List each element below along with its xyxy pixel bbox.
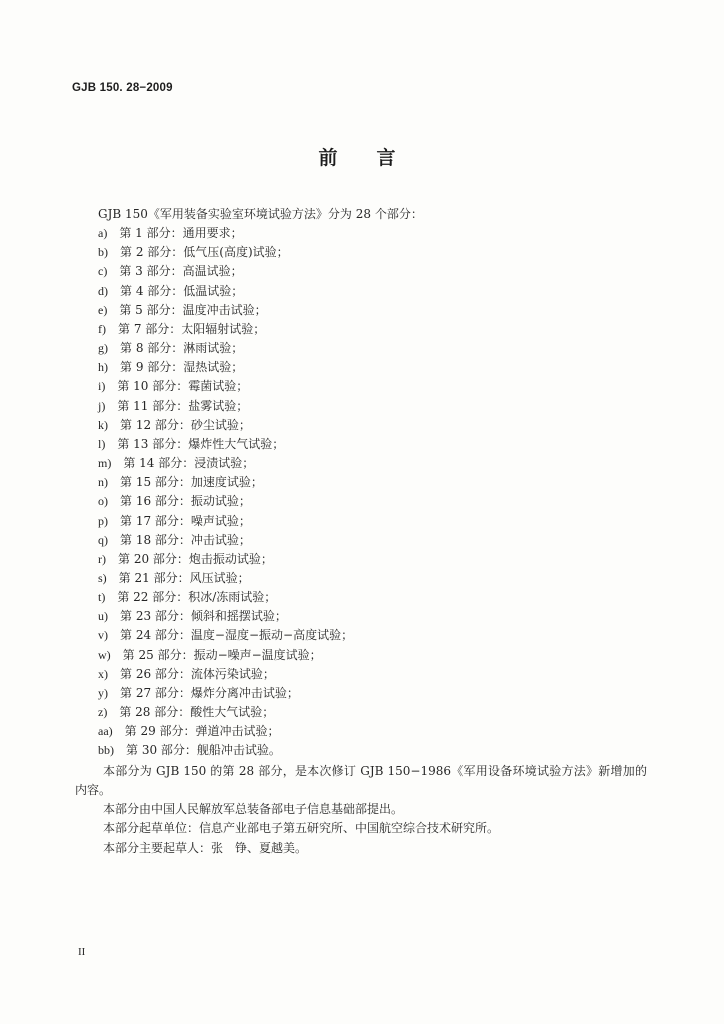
- list-item: [98, 377, 423, 396]
- part-label: e): [98, 302, 108, 317]
- part-label: g): [98, 341, 108, 356]
- part-text: 第 18 部分：冲击试验；: [120, 532, 251, 547]
- list-item: [98, 741, 423, 760]
- scope-paragraph: 本部分为 GJB 150 的第 28 部分，是本次修订 GJB 150−1986《军用设备环境试验方法》新增加的内容。: [75, 764, 647, 798]
- part-label: b): [98, 245, 108, 260]
- list-item: [98, 512, 423, 531]
- part-label: x): [98, 666, 108, 681]
- part-text: 第 9 部分：湿热试验；: [120, 360, 244, 375]
- list-item: [98, 282, 423, 301]
- part-text: 第 22 部分：积冰/冻雨试验；: [117, 590, 277, 605]
- part-label: n): [98, 475, 108, 490]
- standard-code-header: GJB 150. 28−2009: [72, 82, 173, 94]
- part-text: 第 12 部分：砂尘试验；: [120, 417, 251, 432]
- list-item: [98, 684, 423, 703]
- part-text: 第 14 部分：浸渍试验；: [123, 456, 255, 471]
- list-item: [98, 550, 423, 569]
- part-text: 第 29 部分：弹道冲击试验；: [124, 724, 280, 739]
- body-paragraphs: [75, 762, 647, 858]
- list-item: [98, 320, 423, 339]
- list-item: [98, 492, 423, 511]
- part-text: 第 8 部分：淋雨试验；: [120, 341, 244, 356]
- part-text: 第 3 部分：高温试验；: [119, 264, 243, 279]
- list-item: [98, 224, 423, 243]
- list-item: [98, 416, 423, 435]
- proposer-paragraph: 本部分由中国人民解放军总装备部电子信息基础部提出。: [103, 802, 404, 817]
- part-label: t): [98, 590, 106, 605]
- part-label: w): [98, 647, 111, 662]
- part-label: r): [98, 551, 106, 566]
- part-text: 第 23 部分：倾斜和摇摆试验；: [120, 609, 287, 624]
- part-text: 第 13 部分：爆炸性大气试验；: [117, 436, 285, 451]
- parts-list: [98, 224, 423, 760]
- part-text: 第 27 部分：爆炸分离冲击试验；: [120, 685, 299, 700]
- part-label: d): [98, 283, 108, 298]
- page-title: 前 言: [318, 147, 406, 169]
- part-label: l): [98, 436, 106, 451]
- part-label: o): [98, 494, 108, 509]
- list-item: [98, 531, 423, 550]
- list-item: [98, 339, 423, 358]
- list-item: [98, 473, 423, 492]
- part-label: aa): [98, 724, 113, 739]
- part-label: k): [98, 417, 108, 432]
- list-item: [98, 454, 423, 473]
- list-item: [98, 588, 423, 607]
- part-text: 第 15 部分：加速度试验；: [120, 475, 263, 490]
- part-text: 第 1 部分：通用要求；: [119, 226, 243, 241]
- drafting-units-paragraph: 本部分起草单位：信息产业部电子第五研究所、中国航空综合技术研究所。: [103, 821, 500, 836]
- part-label: f): [98, 321, 106, 336]
- list-item: [98, 301, 423, 320]
- part-text: 第 28 部分：酸性大气试验；: [119, 705, 275, 720]
- list-item: [98, 607, 423, 626]
- part-label: c): [98, 264, 108, 279]
- part-text: 第 5 部分：温度冲击试验；: [119, 302, 267, 317]
- parts-section: [98, 205, 423, 761]
- list-item: [98, 243, 423, 262]
- part-text: 第 24 部分：温度−湿度−振动−高度试验；: [120, 628, 354, 643]
- list-item: [98, 569, 423, 588]
- part-text: 第 4 部分：低温试验；: [120, 283, 244, 298]
- part-label: bb): [98, 743, 114, 758]
- part-text: 第 10 部分：霉菌试验；: [117, 379, 249, 394]
- part-text: 第 30 部分：舰船冲击试验。: [126, 743, 281, 758]
- list-item: [98, 435, 423, 454]
- part-text: 第 17 部分：噪声试验；: [120, 513, 251, 528]
- part-label: v): [98, 628, 108, 643]
- list-item: [98, 722, 423, 741]
- part-text: 第 25 部分：振动−噪声−温度试验；: [122, 647, 322, 662]
- list-item: [98, 665, 423, 684]
- part-label: m): [98, 456, 112, 471]
- part-label: p): [98, 513, 108, 528]
- list-item: [98, 397, 423, 416]
- drafters-paragraph: 本部分主要起草人：张 铮、夏越美。: [103, 840, 308, 855]
- part-text: 第 16 部分：振动试验；: [120, 494, 251, 509]
- part-text: 第 11 部分：盐雾试验；: [117, 398, 249, 413]
- page-number: II: [78, 946, 86, 958]
- part-label: j): [98, 398, 106, 413]
- part-label: q): [98, 532, 108, 547]
- part-label: h): [98, 360, 108, 375]
- part-label: a): [98, 226, 108, 241]
- part-label: u): [98, 609, 108, 624]
- list-item: [98, 262, 423, 281]
- part-label: i): [98, 379, 106, 394]
- part-text: 第 20 部分：炮击振动试验；: [118, 551, 273, 566]
- list-item: [98, 646, 423, 665]
- part-label: z): [98, 705, 108, 720]
- list-item: [98, 358, 423, 377]
- part-label: y): [98, 685, 108, 700]
- part-text: 第 21 部分：风压试验；: [118, 570, 250, 585]
- list-item: [98, 703, 423, 722]
- part-text: 第 7 部分：太阳辐射试验；: [118, 321, 266, 336]
- intro-text: GJB 150《军用装备实验室环境试验方法》分为 28 个部分：: [98, 207, 423, 221]
- part-label: s): [98, 570, 107, 585]
- list-item: [98, 626, 423, 645]
- part-text: 第 26 部分：流体污染试验；: [120, 666, 275, 681]
- part-text: 第 2 部分：低气压(高度)试验；: [120, 245, 289, 260]
